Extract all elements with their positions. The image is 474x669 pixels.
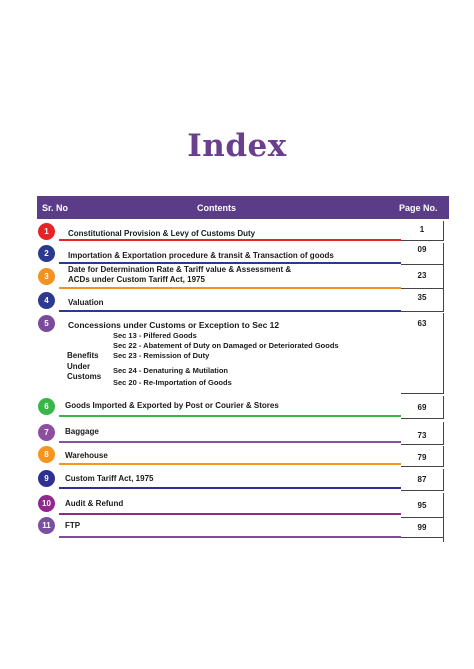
- page-box: [401, 446, 444, 467]
- index-row-6: [37, 396, 449, 418]
- page-number: 23: [417, 271, 427, 280]
- index-row-5: [37, 313, 449, 393]
- page-title: Index: [187, 128, 287, 164]
- row-number-badge: 3: [38, 268, 55, 285]
- row-number-badge: 7: [38, 424, 55, 441]
- page-number: 95: [417, 501, 427, 510]
- page-box: [401, 313, 444, 394]
- page-number: 63: [417, 319, 427, 328]
- index-row-10: [37, 493, 449, 517]
- page-number: 09: [417, 245, 427, 254]
- benefits-label: [67, 351, 101, 383]
- bottom-tick: [443, 520, 444, 542]
- row-divider: [59, 415, 401, 417]
- benefits-line: Benefits: [67, 351, 99, 360]
- page-number: 79: [417, 453, 427, 462]
- page-box: [401, 396, 444, 419]
- sub-item: Sec 13 - Pilfered Goods: [113, 331, 197, 340]
- row-divider: [59, 536, 401, 538]
- index-row-1: [37, 221, 449, 241]
- row-number-badge: 5: [38, 315, 55, 332]
- page-number: 73: [417, 431, 427, 440]
- row-divider: [59, 441, 401, 443]
- index-row-4: [37, 289, 449, 311]
- row-title-line2: ACDs under Custom Tariff Act, 1975: [68, 275, 205, 284]
- row-title: Valuation: [68, 298, 104, 307]
- row-number-badge: 10: [38, 495, 55, 512]
- page-box: [401, 221, 444, 241]
- row-title: Goods Imported & Exported by Post or Courier & Stores: [65, 401, 279, 410]
- sub-item: Sec 22 - Abatement of Duty on Damaged or Deteriorated Goods: [113, 341, 339, 350]
- page-box: [401, 289, 444, 312]
- row-title: Audit & Refund: [65, 499, 124, 508]
- index-row-3: [37, 265, 449, 289]
- row-number-badge: 2: [38, 245, 55, 262]
- page-number: 99: [417, 523, 427, 532]
- row-title: Concessions under Customs or Exception to Sec 12: [68, 320, 280, 330]
- page-box: [401, 469, 444, 491]
- row-title: Baggage: [65, 427, 99, 436]
- page-box: [401, 493, 444, 518]
- page-box: [401, 265, 444, 289]
- row-divider: [59, 463, 401, 465]
- header-srno: Sr. No: [42, 203, 69, 213]
- header-contents: Contents: [197, 203, 236, 213]
- row-title: Custom Tariff Act, 1975: [65, 474, 154, 483]
- row-number-badge: 11: [38, 517, 55, 534]
- index-row-2: [37, 243, 449, 263]
- row-title-line1: Date for Determination Rate & Tariff value & Assessment &: [68, 265, 292, 274]
- index-row-8: [37, 446, 449, 468]
- benefits-line: Under: [67, 361, 91, 371]
- page-box: [401, 517, 444, 538]
- page-number: 1: [419, 225, 425, 234]
- header-page-no: Page No.: [399, 203, 438, 213]
- row-number-badge: 9: [38, 470, 55, 487]
- row-title: FTP: [65, 521, 81, 530]
- row-divider: [59, 487, 401, 489]
- page-number: 35: [417, 293, 427, 302]
- row-divider: [59, 262, 401, 264]
- row-title: Warehouse: [65, 451, 108, 460]
- page-box: [401, 243, 444, 265]
- row-divider: [59, 310, 401, 312]
- page-number: 69: [417, 403, 427, 412]
- row-number-badge: 8: [38, 446, 55, 463]
- row-divider: [59, 513, 401, 515]
- benefits-line: Customs: [67, 372, 102, 381]
- table-header: [37, 196, 449, 219]
- page-number: 87: [417, 475, 427, 484]
- row-divider: [59, 239, 401, 241]
- row-title: Constitutional Provision & Levy of Customs Duty: [68, 229, 256, 238]
- row-title: Importation & Exportation procedure & transit & Transaction of goods: [68, 251, 334, 260]
- index-row-7: [37, 422, 449, 444]
- sub-item: Sec 23 - Remission of Duty: [113, 351, 210, 360]
- index-row-11: [37, 517, 449, 541]
- row-number-badge: 6: [38, 398, 55, 415]
- row-number-badge: 1: [38, 223, 55, 240]
- index-row-9: [37, 469, 449, 491]
- row-number-badge: 4: [38, 292, 55, 309]
- sub-item: Sec 20 - Re-Importation of Goods: [113, 378, 232, 387]
- page-box: [401, 422, 444, 445]
- sub-item: Sec 24 - Denaturing & Mutilation: [113, 366, 229, 375]
